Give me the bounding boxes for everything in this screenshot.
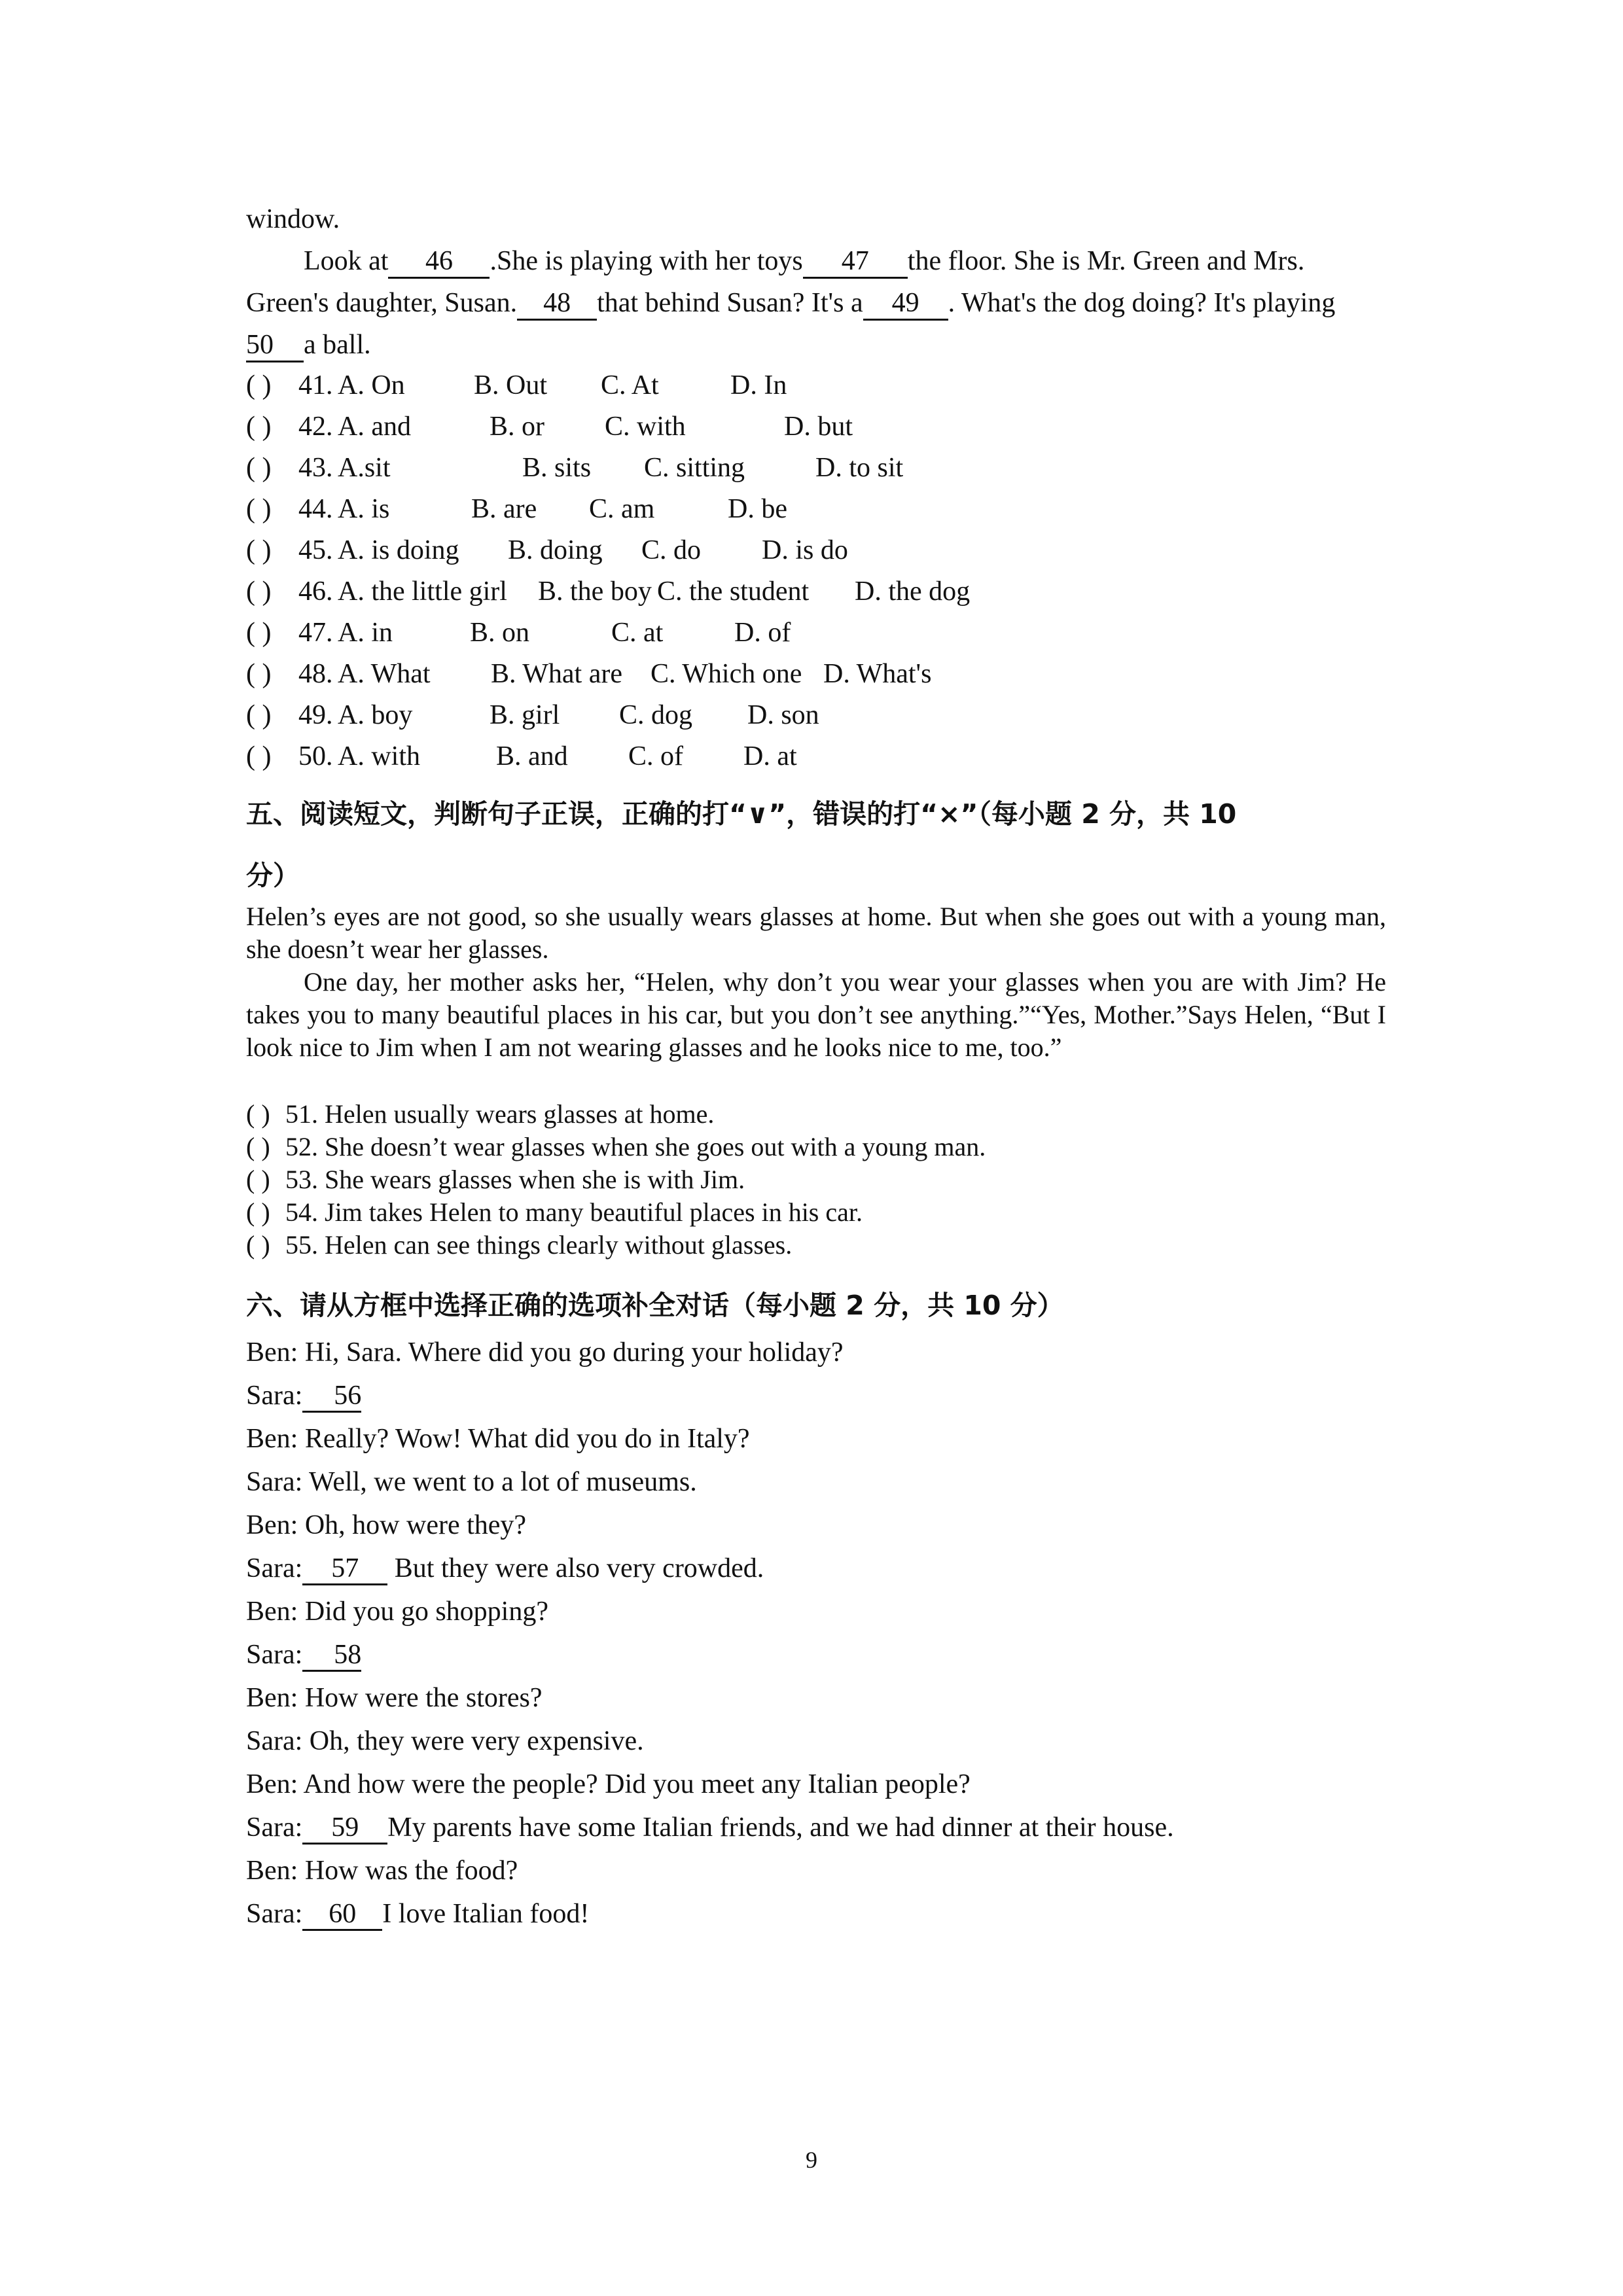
question-number: 45. [298, 535, 333, 565]
option-a: A. What [338, 659, 431, 689]
dialogue-line [246, 1806, 1174, 1849]
question-number: 44. [298, 494, 333, 524]
dialogue-text: My parents have some Italian friends, and we had dinner at their house. [387, 1812, 1174, 1843]
question-50 [246, 736, 1386, 777]
option-c: C. at [611, 618, 664, 648]
option-b: B. or [490, 412, 544, 442]
option-a: A. On [338, 370, 405, 400]
dialogue-line [246, 1374, 361, 1417]
tf-text: 52. She doesn’t wear glasses when she goes out with a young man. [285, 1132, 986, 1161]
cloze-line-0 [246, 199, 1386, 240]
question-46 [246, 571, 1386, 612]
section-5-title-line-2: 分） [246, 860, 300, 891]
dialogue-line [246, 1633, 361, 1676]
dialogue-text: Ben: Oh, how were they? [246, 1510, 527, 1540]
passage-paragraph-1: Helen’s eyes are not good, so she usually wears glasses at home. But when she goes out with a young man, she doesn’t wear her glasses. [246, 902, 1386, 964]
option-d: D. son [747, 700, 819, 730]
option-a: A. and [338, 412, 411, 442]
dialogue-line [246, 1892, 589, 1935]
cloze-text: a ball. [304, 330, 371, 360]
cloze-text: that behind Susan? It's a [597, 288, 863, 318]
dialogue-line [246, 1460, 697, 1504]
question-number: 42. [298, 412, 333, 442]
tf-text: 51. Helen usually wears glasses at home. [285, 1099, 715, 1129]
dialogue-speaker: Sara: [246, 1553, 303, 1583]
question-number: 43. [298, 453, 333, 483]
answer-paren[interactable]: ( ) [246, 412, 272, 442]
dialogue-text: Ben: Did you go shopping? [246, 1597, 548, 1627]
option-b: B. sits [522, 453, 592, 483]
cloze-text: . What's the dog doing? It's playing [948, 288, 1336, 318]
question-42 [246, 406, 1386, 448]
question-41 [246, 365, 1386, 406]
dialogue-text: Sara: Oh, they were very expensive. [246, 1726, 644, 1756]
cloze-text: the floor. She is Mr. Green and Mrs. [907, 246, 1305, 276]
dialogue-speaker: Sara: [246, 1899, 303, 1929]
dialogue-speaker: Sara: [246, 1812, 303, 1843]
question-number: 46. [298, 576, 333, 607]
question-47 [246, 612, 1386, 654]
dialogue-line [246, 1676, 543, 1720]
dialogue-text: Ben: Really? Wow! What did you do in Italy? [246, 1424, 750, 1454]
section-5-title-line-1: 五、阅读短文，判断句子正误，正确的打“∨”，错误的打“×”（每小题 2 分，共 10 [246, 798, 1237, 830]
blank-59[interactable]: 59 [302, 1812, 387, 1845]
dialogue-text: Ben: How were the stores? [246, 1683, 543, 1713]
answer-paren[interactable]: ( ) [246, 741, 272, 771]
answer-paren[interactable]: ( ) [246, 1165, 270, 1194]
dialogue-text: Sara: Well, we went to a lot of museums. [246, 1467, 697, 1497]
cloze-text: window. [246, 204, 340, 234]
cloze-line-2 [246, 283, 1386, 324]
cloze-text: .She is playing with her toys [490, 246, 803, 276]
question-45 [246, 530, 1386, 571]
dialogue-speaker: Sara: [246, 1640, 303, 1670]
tf-item-55 [246, 1229, 792, 1262]
answer-paren[interactable]: ( ) [246, 1132, 270, 1161]
option-b: B. and [496, 741, 568, 771]
option-a: A. is doing [338, 535, 459, 565]
answer-paren[interactable]: ( ) [246, 370, 272, 400]
dialogue-text: Ben: How was the food? [246, 1856, 518, 1886]
answer-paren[interactable]: ( ) [246, 1099, 270, 1129]
option-a: A. is [338, 494, 390, 524]
dialogue-line [246, 1504, 526, 1547]
option-b: B. on [470, 618, 530, 648]
dialogue-text: But they were also very crowded. [387, 1553, 764, 1583]
dialogue-text: I love Italian food! [382, 1899, 590, 1929]
option-d: D. the dog [855, 576, 971, 607]
question-43 [246, 448, 1386, 489]
option-b: B. doing [508, 535, 603, 565]
option-c: C. do [641, 535, 702, 565]
cloze-text: Look at [304, 246, 389, 276]
blank-46[interactable]: 46 [388, 245, 490, 279]
tf-text: 54. Jim takes Helen to many beautiful places in his car. [285, 1197, 863, 1227]
dialogue-text: Ben: Hi, Sara. Where did you go during your holiday? [246, 1337, 844, 1368]
question-49 [246, 695, 1386, 736]
blank-49[interactable]: 49 [863, 287, 948, 321]
cloze-line-3 [246, 325, 1386, 366]
page-number: 9 [806, 2147, 817, 2173]
blank-50[interactable]: 50 [246, 329, 304, 362]
option-d: D. What's [823, 659, 932, 689]
blank-47[interactable]: 47 [803, 245, 908, 279]
option-b: B. Out [474, 370, 548, 400]
answer-paren[interactable]: ( ) [246, 700, 272, 730]
option-c: C. Which one [651, 659, 802, 689]
tf-item-51 [246, 1098, 714, 1131]
dialogue-line [246, 1331, 844, 1374]
tf-text: 53. She wears glasses when she is with Jim. [285, 1165, 745, 1194]
option-a: A. boy [338, 700, 413, 730]
tf-text: 55. Helen can see things clearly without glasses. [285, 1230, 793, 1260]
answer-paren[interactable]: ( ) [246, 453, 272, 483]
dialogue-line [246, 1763, 971, 1806]
option-b: B. are [471, 494, 537, 524]
question-number: 49. [298, 700, 333, 730]
cloze-text: Green's daughter, Susan. [246, 288, 518, 318]
option-a: A. with [338, 741, 420, 771]
question-number: 48. [298, 659, 333, 689]
passage-paragraph-2: One day, her mother asks her, “Helen, why don’t you wear your glasses when you are with Jim? He takes you to many beautiful places in his car, but you don’t see anything.”“Yes, Mother.”Says Helen, “But I look nice to Jim when I am not wearing glasses and he looks nice to me, too.” [246, 967, 1386, 1062]
answer-paren[interactable]: ( ) [246, 494, 272, 524]
option-c: C. At [601, 370, 659, 400]
tf-item-52 [246, 1131, 986, 1163]
section-5-title [246, 783, 1386, 906]
blank-57[interactable]: 57 [302, 1553, 387, 1585]
dialogue-line [246, 1720, 644, 1763]
reading-passage [246, 900, 1386, 1064]
section-6-title: 六、请从方框中选择正确的选项补全对话（每小题 2 分，共 10 分） [246, 1290, 1064, 1321]
answer-paren[interactable]: ( ) [246, 576, 272, 607]
answer-paren[interactable]: ( ) [246, 659, 272, 689]
dialogue-speaker: Sara: [246, 1381, 303, 1411]
answer-paren[interactable]: ( ) [246, 618, 272, 648]
answer-paren[interactable]: ( ) [246, 535, 272, 565]
blank-58[interactable]: 58 [302, 1640, 361, 1672]
answer-paren[interactable]: ( ) [246, 1197, 270, 1227]
dialogue-line [246, 1547, 764, 1590]
question-number: 50. [298, 741, 333, 771]
dialogue-line [246, 1417, 750, 1460]
dialogue-line [246, 1849, 518, 1892]
option-d: D. at [743, 741, 797, 771]
option-b: B. girl [490, 700, 560, 730]
option-b: B. What are [491, 659, 622, 689]
question-number: 41. [298, 370, 333, 400]
option-d: D. be [728, 494, 787, 524]
dialogue-line [246, 1590, 548, 1633]
option-c: C. of [628, 741, 683, 771]
option-a: A.sit [338, 453, 391, 483]
option-c: C. am [589, 494, 655, 524]
question-number: 47. [298, 618, 333, 648]
blank-48[interactable]: 48 [517, 287, 597, 321]
option-d: D. but [784, 412, 853, 442]
option-c: C. with [605, 412, 686, 442]
blank-60[interactable]: 60 [302, 1899, 382, 1931]
question-48 [246, 654, 1386, 695]
option-c: C. dog [619, 700, 693, 730]
option-d: D. is do [762, 535, 848, 565]
answer-paren[interactable]: ( ) [246, 1230, 270, 1260]
tf-item-54 [246, 1196, 863, 1229]
option-c: C. the student [657, 576, 810, 607]
option-d: D. In [730, 370, 787, 400]
option-a: A. in [338, 618, 393, 648]
option-d: D. of [734, 618, 791, 648]
question-44 [246, 489, 1386, 530]
option-c: C. sitting [644, 453, 745, 483]
option-a: A. the little girl [338, 576, 507, 607]
cloze-line-1 [246, 241, 1386, 282]
tf-item-53 [246, 1163, 745, 1196]
dialogue-text: Ben: And how were the people? Did you meet any Italian people? [246, 1769, 971, 1799]
option-b: B. the boy [538, 576, 652, 607]
blank-56[interactable]: 56 [302, 1381, 361, 1413]
option-d: D. to sit [815, 453, 904, 483]
